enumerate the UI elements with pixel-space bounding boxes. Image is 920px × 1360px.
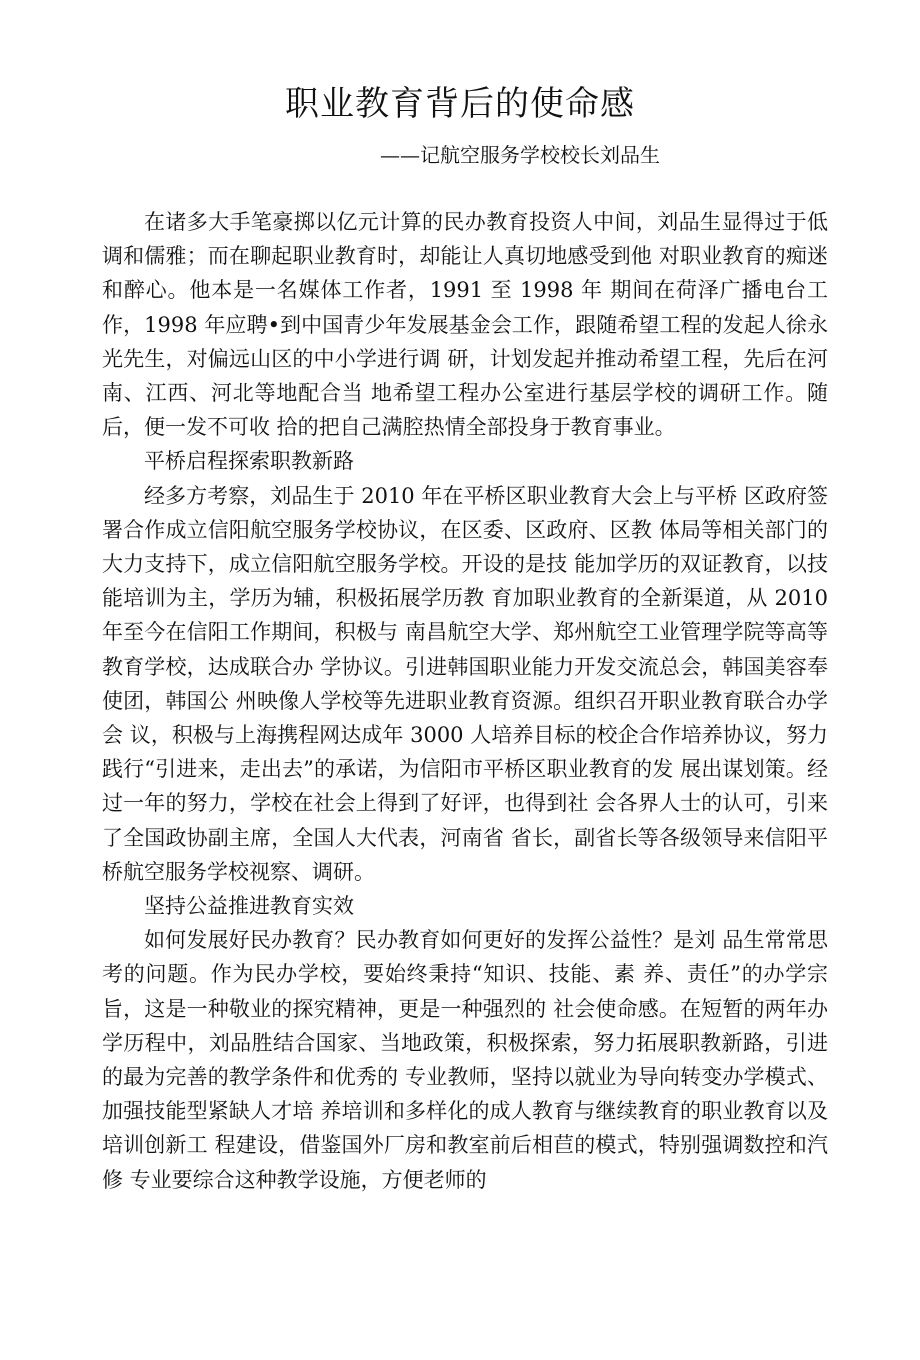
document-title: 职业教育背后的使命感 bbox=[285, 84, 635, 124]
document-body bbox=[102, 205, 828, 1197]
paragraph-public-welfare: 如何发展好民办教育？民办教育如何更好的发挥公益性？是刘 品生常常思考的问题。作为民办学校，要始终秉持“知识、技能、素 养、责任”的办学宗旨，这是一种敬业的探究精神，更是一种强烈的 社会使命感。在短暂的两年办学历程中，刘品胜结合国家、当地政策，积极探索，努力拓展职教新路，引进的最为完善的教学条件和优秀的 专业教师，坚持以就业为导向转变办学模式、加强技能型紧缺人才培 养培训和多样化的成人教育与继续教育的职业教育以及培训创新工 程建设，借鉴国外厂房和教室前后相苣的模式，特别强调数控和汽修 专业要综合这种教学设施，方便老师的 bbox=[102, 928, 828, 1192]
document-subtitle: ——记航空服务学校校长刘品生 bbox=[380, 143, 660, 167]
section-heading-public-welfare: 坚持公益推进教育实效 bbox=[144, 894, 354, 919]
section-heading-pingqiao: 平桥启程探索职教新路 bbox=[144, 449, 354, 474]
paragraph-intro: 在诸多大手笔豪掷以亿元计算的民办教育投资人中间，刘品生显得过于低调和儒雅；而在聊起职业教育时，却能让人真切地感受到他 对职业教育的痴迷和醉心。他本是一名媒体工作者，1991 至 1998 年 期间在荷泽广播电台工作，1998 年应聘•到中国青少年发展基金会工作，跟随希望工程的发起人徐永光先生，对偏远山区的中小学进行调 研，计划发起并推动希望工程，先后在河南、江西、河北等地配合当 地希望工程办公室进行基层学校的调研工作。随后，便一发不可收 拾的把自己满腔热情全部投身于教育事业。 bbox=[102, 210, 828, 440]
paragraph-pingqiao: 经多方考察，刘品生于 2010 年在平桥区职业教育大会上与平桥 区政府签署合作成立信阳航空服务学校协议，在区委、区政府、区教 体局等相关部门的大力支持下，成立信阳航空服务学校。开设的是技 能加学历的双证教育，以技能培训为主，学历为辅，积极拓展学历教 育加职业教育的全新渠道，从 2010 年至今在信阳工作期间，积极与 南昌航空大学、郑州航空工业管理学院等高等教育学校，达成联合办 学协议。引进韩国职业能力开发交流总会，韩国美容奉使团，韩国公 州映像人学校等先进职业教育资源。组织召开职业教育联合办学会 议，积极与上海携程网达成年 3000 人培养目标的校企合作培养协议，努力践行“引进来，走出去”的承诺，为信阳市平桥区职业教育的发 展出谋划策。经过一年的努力，学校在社会上得到了好评，也得到社 会各界人士的认可，引来了全国政协副主席，全国人大代表，河南省 省长，副省长等各级领导来信阳平桥航空服务学校视察、调研。 bbox=[102, 483, 828, 884]
